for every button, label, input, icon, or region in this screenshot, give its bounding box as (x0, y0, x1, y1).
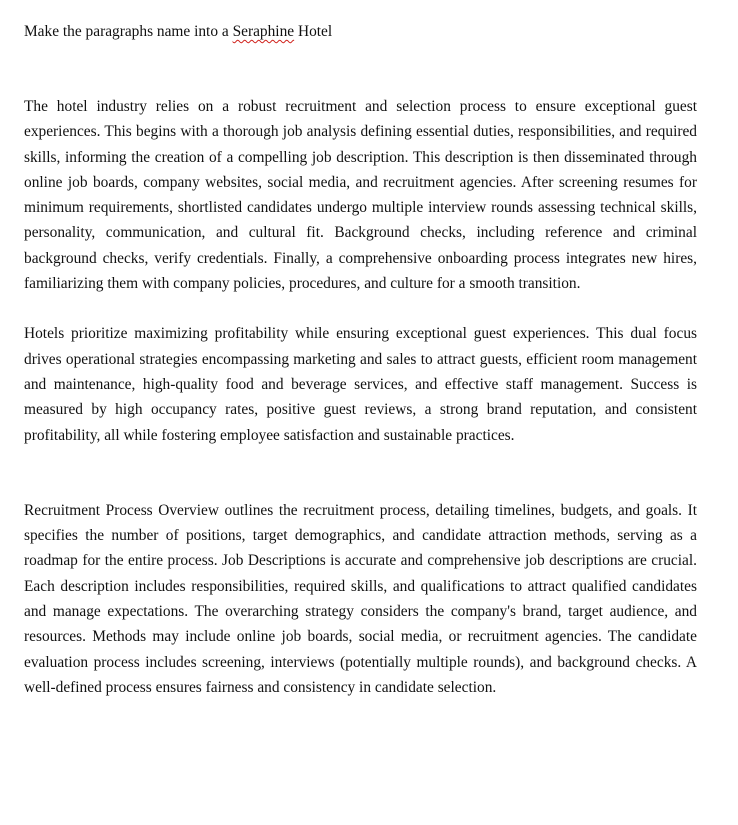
paragraph-recruitment-overview: Recruitment Process Overview outlines the recruitment process, detailing timelines, budgets, and goals. It specifies the number of positions, target demographics, and candidate attraction methods, serving as a roadmap for the entire process. Job Descriptions is accurate and comprehensive job descriptions are crucial. Each description includes responsibilities, required skills, and qualifications to attract qualified candidates and manage expectations. The overarching strategy considers the company's brand, target audience, and resources. Methods may include online job boards, social media, or recruitment agencies. The candidate evaluation process includes screening, interviews (potentially multiple rounds), and background checks. A well-defined process ensures fairness and consistency in candidate selection. (24, 501, 697, 696)
instruction-line (24, 19, 697, 44)
document-page (24, 19, 697, 700)
paragraph-profitability: Hotels prioritize maximizing profitability while ensuring exceptional guest experiences. This dual focus drives operational strategies encompassing marketing and sales to attract guests, efficient room management and maintenance, high-quality food and beverage services, and effective staff management. Success is measured by high occupancy rates, positive guest reviews, a strong brand reputation, and consistent profitability, all while fostering employee satisfaction and sustainable practices. (24, 325, 697, 444)
paragraph-recruitment-selection: The hotel industry relies on a robust recruitment and selection process to ensure exceptional guest experiences. This begins with a thorough job analysis defining essential duties, responsibilities, and required skills, informing the creation of a compelling job description. This description is then disseminated through online job boards, company websites, social media, and recruitment agencies. After screening resumes for minimum requirements, shortlisted candidates undergo multiple interview rounds assessing technical skills, personality, communication, and cultural fit. Background checks, including reference and criminal background checks, verify credentials. Finally, a comprehensive onboarding process integrates new hires, familiarizing them with company policies, procedures, and culture for a smooth transition. (24, 98, 697, 293)
spellcheck-flagged-word[interactable]: Seraphine (232, 23, 295, 40)
instruction-text-start: Make the paragraphs name into a (24, 23, 233, 40)
instruction-text-end: Hotel (294, 23, 333, 40)
